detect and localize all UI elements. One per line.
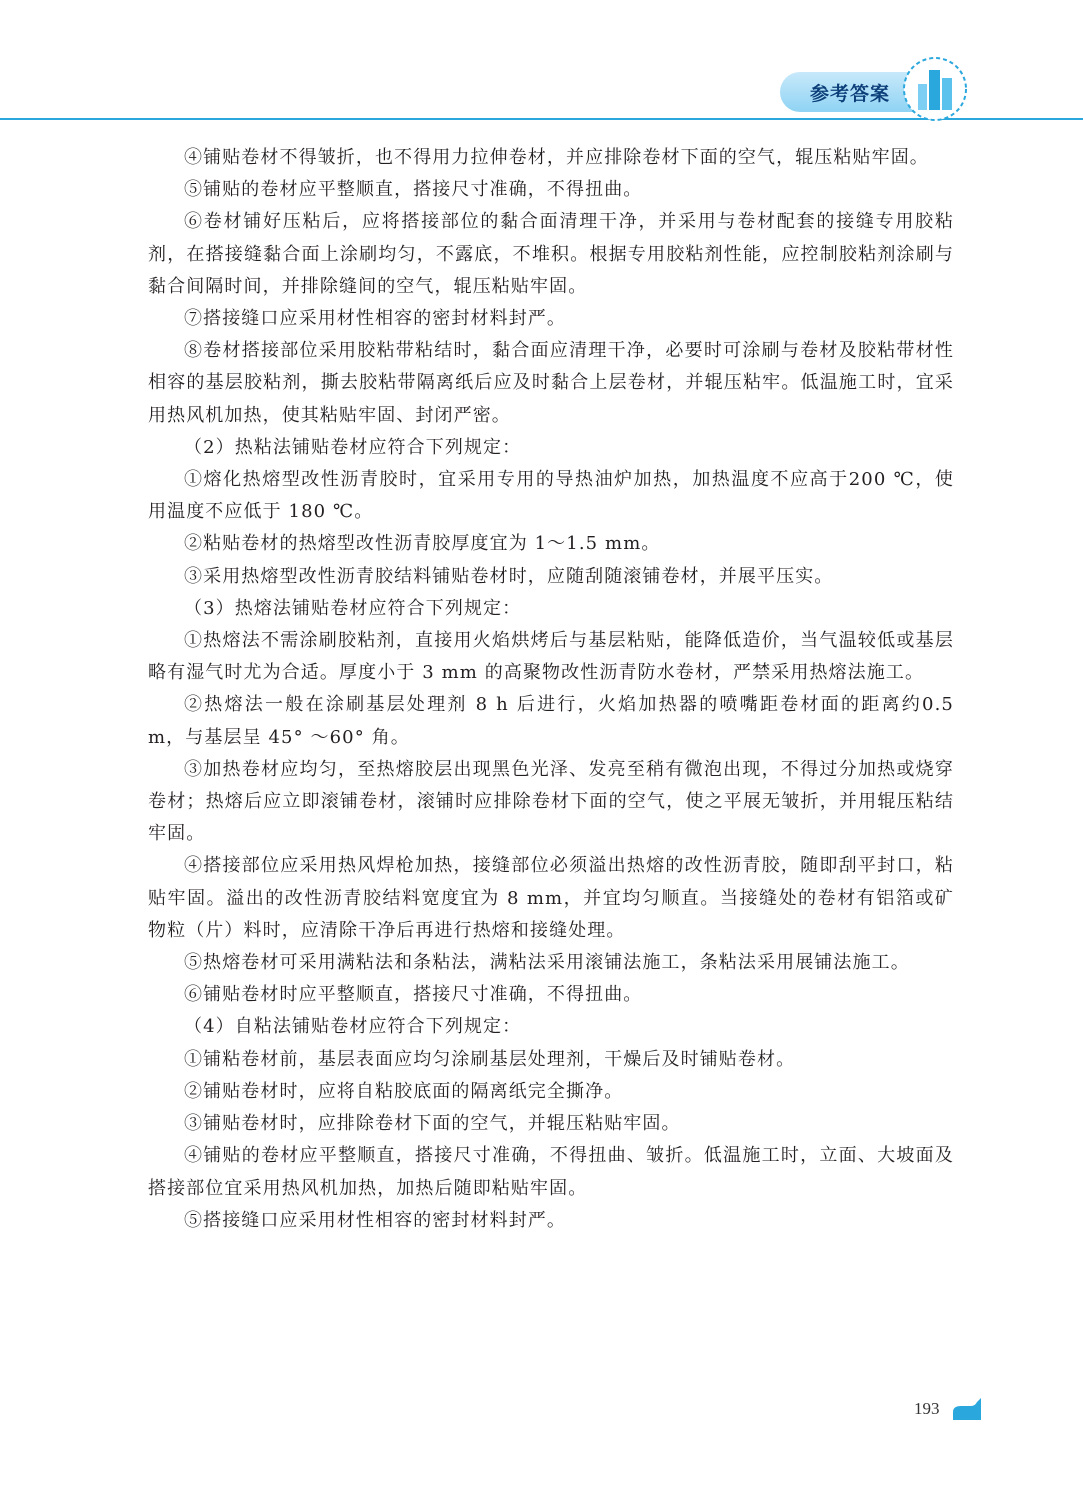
body-text xyxy=(148,142,954,1237)
paragraph: ③加热卷材应均匀，至热熔胶层出现黑色光泽、发亮至稍有微泡出现，不得过分加热或烧穿卷材；热熔后应立即滚铺卷材，滚铺时应排除卷材下面的空气，使之平展无皱折，并用辊压粘结牢固。 xyxy=(148,758,954,845)
paragraph: ⑧卷材搭接部位采用胶粘带粘结时，黏合面应清理干净，必要时可涂刷与卷材及胶粘带材性相容的基层胶粘剂，撕去胶粘带隔离纸后应及时黏合上层卷材，并辊压粘牢。低温施工时，宜采用热风机加热，使其粘贴牢固、封闭严密。 xyxy=(148,340,954,426)
paragraph: ②铺贴卷材时，应将自粘胶底面的隔离纸完全撕净。 xyxy=(184,1080,624,1102)
paragraph: ⑥铺贴卷材时应平整顺直，搭接尺寸准确，不得扭曲。 xyxy=(184,984,643,1006)
paragraph: ⑤铺贴的卷材应平整顺直，搭接尺寸准确，不得扭曲。 xyxy=(184,179,643,201)
paragraph: ②热熔法一般在涂刷基层处理剂 8 h 后进行，火焰加热器的喷嘴距卷材面的距离约0.5 m，与基层呈 45° ～60° 角。 xyxy=(148,694,954,748)
paragraph: ①热熔法不需涂刷胶粘剂，直接用火焰烘烤后与基层粘贴，能降低造价，当气温较低或基层略有湿气时尤为合适。厚度小于 3 mm 的高聚物改性沥青防水卷材，严禁采用热熔法施工。 xyxy=(148,630,954,684)
paragraph: ④搭接部位应采用热风焊枪加热，接缝部位必须溢出热熔的改性沥青胶，随即刮平封口，粘贴牢固。溢出的改性沥青胶结料宽度宜为 8 mm，并宜均匀顺直。当接缝处的卷材有铝箔或矿物粒（片）料时，应清除干净后再进行热熔和接缝处理。 xyxy=(148,855,954,941)
paragraph: （4）自粘法铺贴卷材应符合下列规定： xyxy=(184,1016,522,1038)
paragraph: ⑤搭接缝口应采用材性相容的密封材料封严。 xyxy=(184,1209,566,1231)
paragraph: ③铺贴卷材时，应排除卷材下面的空气，并辊压粘贴牢固。 xyxy=(184,1113,681,1135)
paragraph: （3）热熔法铺贴卷材应符合下列规定： xyxy=(184,597,522,619)
paragraph: ②粘贴卷材的热熔型改性沥青胶厚度宜为 1～1.5 mm。 xyxy=(184,533,661,555)
paragraph: （2）热粘法铺贴卷材应符合下列规定： xyxy=(184,436,522,458)
building-bars-icon xyxy=(902,56,968,122)
paragraph: ③采用热熔型改性沥青胶结料铺贴卷材时，应随刮随滚铺卷材，并展平压实。 xyxy=(184,565,834,587)
page-number: 193 xyxy=(914,1399,940,1418)
paragraph: ①铺粘卷材前，基层表面应均匀涂刷基层处理剂，干燥后及时铺贴卷材。 xyxy=(184,1048,796,1070)
paragraph: ⑤热熔卷材可采用满粘法和条粘法，满粘法采用滚铺法施工，条粘法采用展铺法施工。 xyxy=(184,952,910,974)
paragraph: ①熔化热熔型改性沥青胶时，宜采用专用的导热油炉加热，加热温度不应高于200 ℃，使用温度不应低于 180 ℃。 xyxy=(148,469,954,523)
paragraph: ⑥卷材铺好压粘后，应将搭接部位的黏合面清理干净，并采用与卷材配套的接缝专用胶粘剂，在搭接缝黏合面上涂刷均匀，不露底，不堆积。根据专用胶粘剂性能，应控制胶粘剂涂刷与黏合间隔时间，并排除缝间的空气，辊压粘贴牢固。 xyxy=(148,211,954,297)
tab-corner-icon xyxy=(953,1398,981,1420)
paragraph: ⑦搭接缝口应采用材性相容的密封材料封严。 xyxy=(184,308,566,330)
section-badge-label: 参考答案 xyxy=(810,82,891,105)
paragraph: ④铺贴的卷材应平整顺直，搭接尺寸准确，不得扭曲、皱折。低温施工时，立面、大坡面及搭接部位宜采用热风机加热，加热后随即粘贴牢固。 xyxy=(148,1145,954,1199)
paragraph: ④铺贴卷材不得皱折，也不得用力拉伸卷材，并应排除卷材下面的空气，辊压粘贴牢固。 xyxy=(184,147,929,168)
section-badge xyxy=(780,72,922,112)
